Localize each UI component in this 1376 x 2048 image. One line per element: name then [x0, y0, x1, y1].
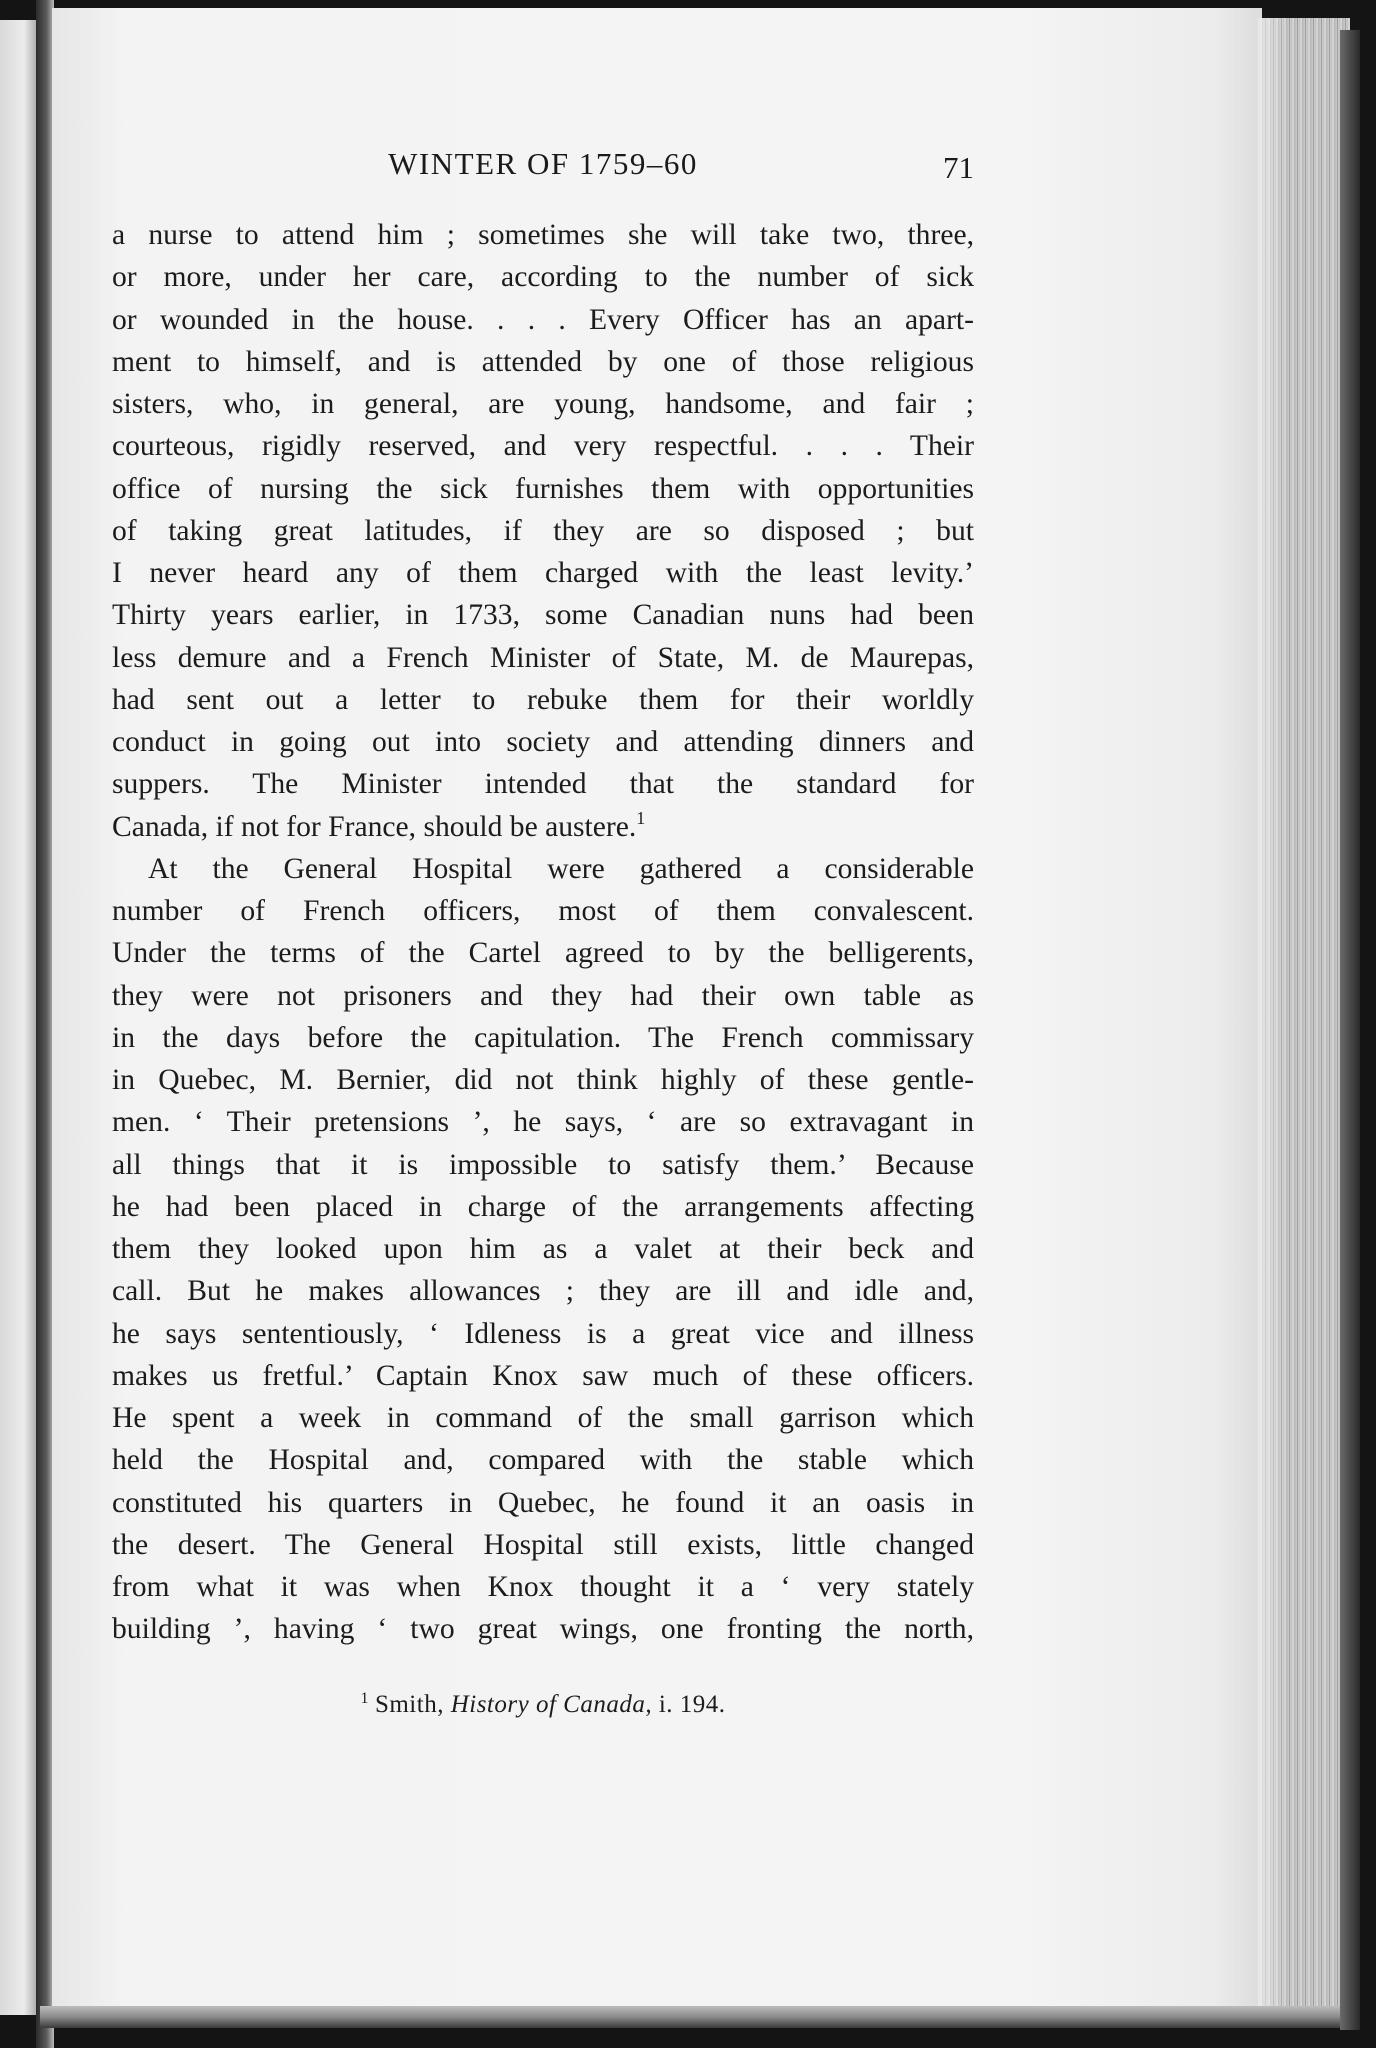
- text-line: number of French officers, most of them convalescent.: [112, 895, 974, 927]
- text-line: I never heard any of them charged with the least levity.’: [112, 557, 974, 589]
- text-line: courteous, rigidly reserved, and very respectful. . . . Their: [112, 430, 974, 463]
- book-bottom-edge: [40, 2006, 1340, 2028]
- facing-page-edge: [0, 20, 40, 2015]
- text-line-with-footnote: [112, 806, 974, 848]
- book-cover-edge: [1340, 30, 1360, 2030]
- text-line: in the days before the capitulation. The French commissary: [112, 1021, 974, 1054]
- text-line: Under the terms of the Cartel agreed to by the belligerents,: [112, 937, 974, 970]
- text-line: of taking great latitudes, if they are so disposed ; but: [112, 514, 974, 547]
- text-line: call. But he makes allowances ; they are ill and idle and,: [112, 1275, 974, 1308]
- text-line: office of nursing the sick furnishes them with opportunities: [112, 472, 974, 505]
- text-line: men. ‘ Their pretensions ’, he says, ‘ are so extravagant in: [112, 1106, 974, 1139]
- running-head: WINTER OF 1759–60: [388, 146, 698, 181]
- text-line: in Quebec, M. Bernier, did not think highly of these gentle-: [112, 1064, 974, 1096]
- text-line: building ’, having ‘ two great wings, one fronting the north,: [112, 1613, 974, 1646]
- text-line: held the Hospital and, compared with the stable which: [112, 1444, 974, 1477]
- page-header: [112, 146, 974, 192]
- text-line: ment to himself, and is attended by one of those religious: [112, 345, 974, 378]
- text-line: they were not prisoners and they had their own table as: [112, 979, 974, 1012]
- body-text: [112, 214, 974, 1651]
- footnote: [112, 1690, 974, 1719]
- page-number: 71: [943, 150, 974, 185]
- text-line: from what it was when Knox thought it a ‘ very stately: [112, 1571, 974, 1603]
- text-line: the desert. The General Hospital still exists, little changed: [112, 1528, 974, 1561]
- footnote-title: History of Canada,: [450, 1691, 653, 1718]
- text-line: he had been placed in charge of the arrangements affecting: [112, 1190, 974, 1223]
- text-line: all things that it is impossible to satisfy them.’ Because: [112, 1148, 974, 1181]
- text-line: had sent out a letter to rebuke them for their worldly: [112, 683, 974, 716]
- text-line: conduct in going out into society and attending dinners and: [112, 726, 974, 758]
- text-line: or more, under her care, according to the number of sick: [112, 261, 974, 294]
- footnote-mark: 1: [360, 1690, 369, 1707]
- text-line: sisters, who, in general, are young, handsome, and fair ;: [112, 388, 974, 420]
- text-line: them they looked upon him as a valet at their beck and: [112, 1233, 974, 1265]
- text-line: he says sententiously, ‘ Idleness is a great vice and illness: [112, 1317, 974, 1350]
- text-line: or wounded in the house. . . . Every Officer has an apart-: [112, 303, 974, 336]
- text-line: a nurse to attend him ; sometimes she will take two, three,: [112, 219, 974, 251]
- text-line-content: Canada, if not for France, should be austere.: [112, 810, 637, 843]
- text-line: less demure and a French Minister of State, M. de Maurepas,: [112, 641, 974, 674]
- footnote-reference: 1: [636, 807, 646, 828]
- footnote-author: Smith,: [374, 1691, 444, 1718]
- text-line: constituted his quarters in Quebec, he found it an oasis in: [112, 1486, 974, 1519]
- footnote-citation: i. 194.: [658, 1691, 726, 1718]
- paragraph-first-line: At the General Hospital were gathered a considerable: [148, 852, 974, 885]
- text-line: Thirty years earlier, in 1733, some Canadian nuns had been: [112, 599, 974, 632]
- text-line: He spent a week in command of the small garrison which: [112, 1402, 974, 1434]
- text-line: makes us fretful.’ Captain Knox saw much of these officers.: [112, 1359, 974, 1392]
- text-line: suppers. The Minister intended that the standard for: [112, 768, 974, 801]
